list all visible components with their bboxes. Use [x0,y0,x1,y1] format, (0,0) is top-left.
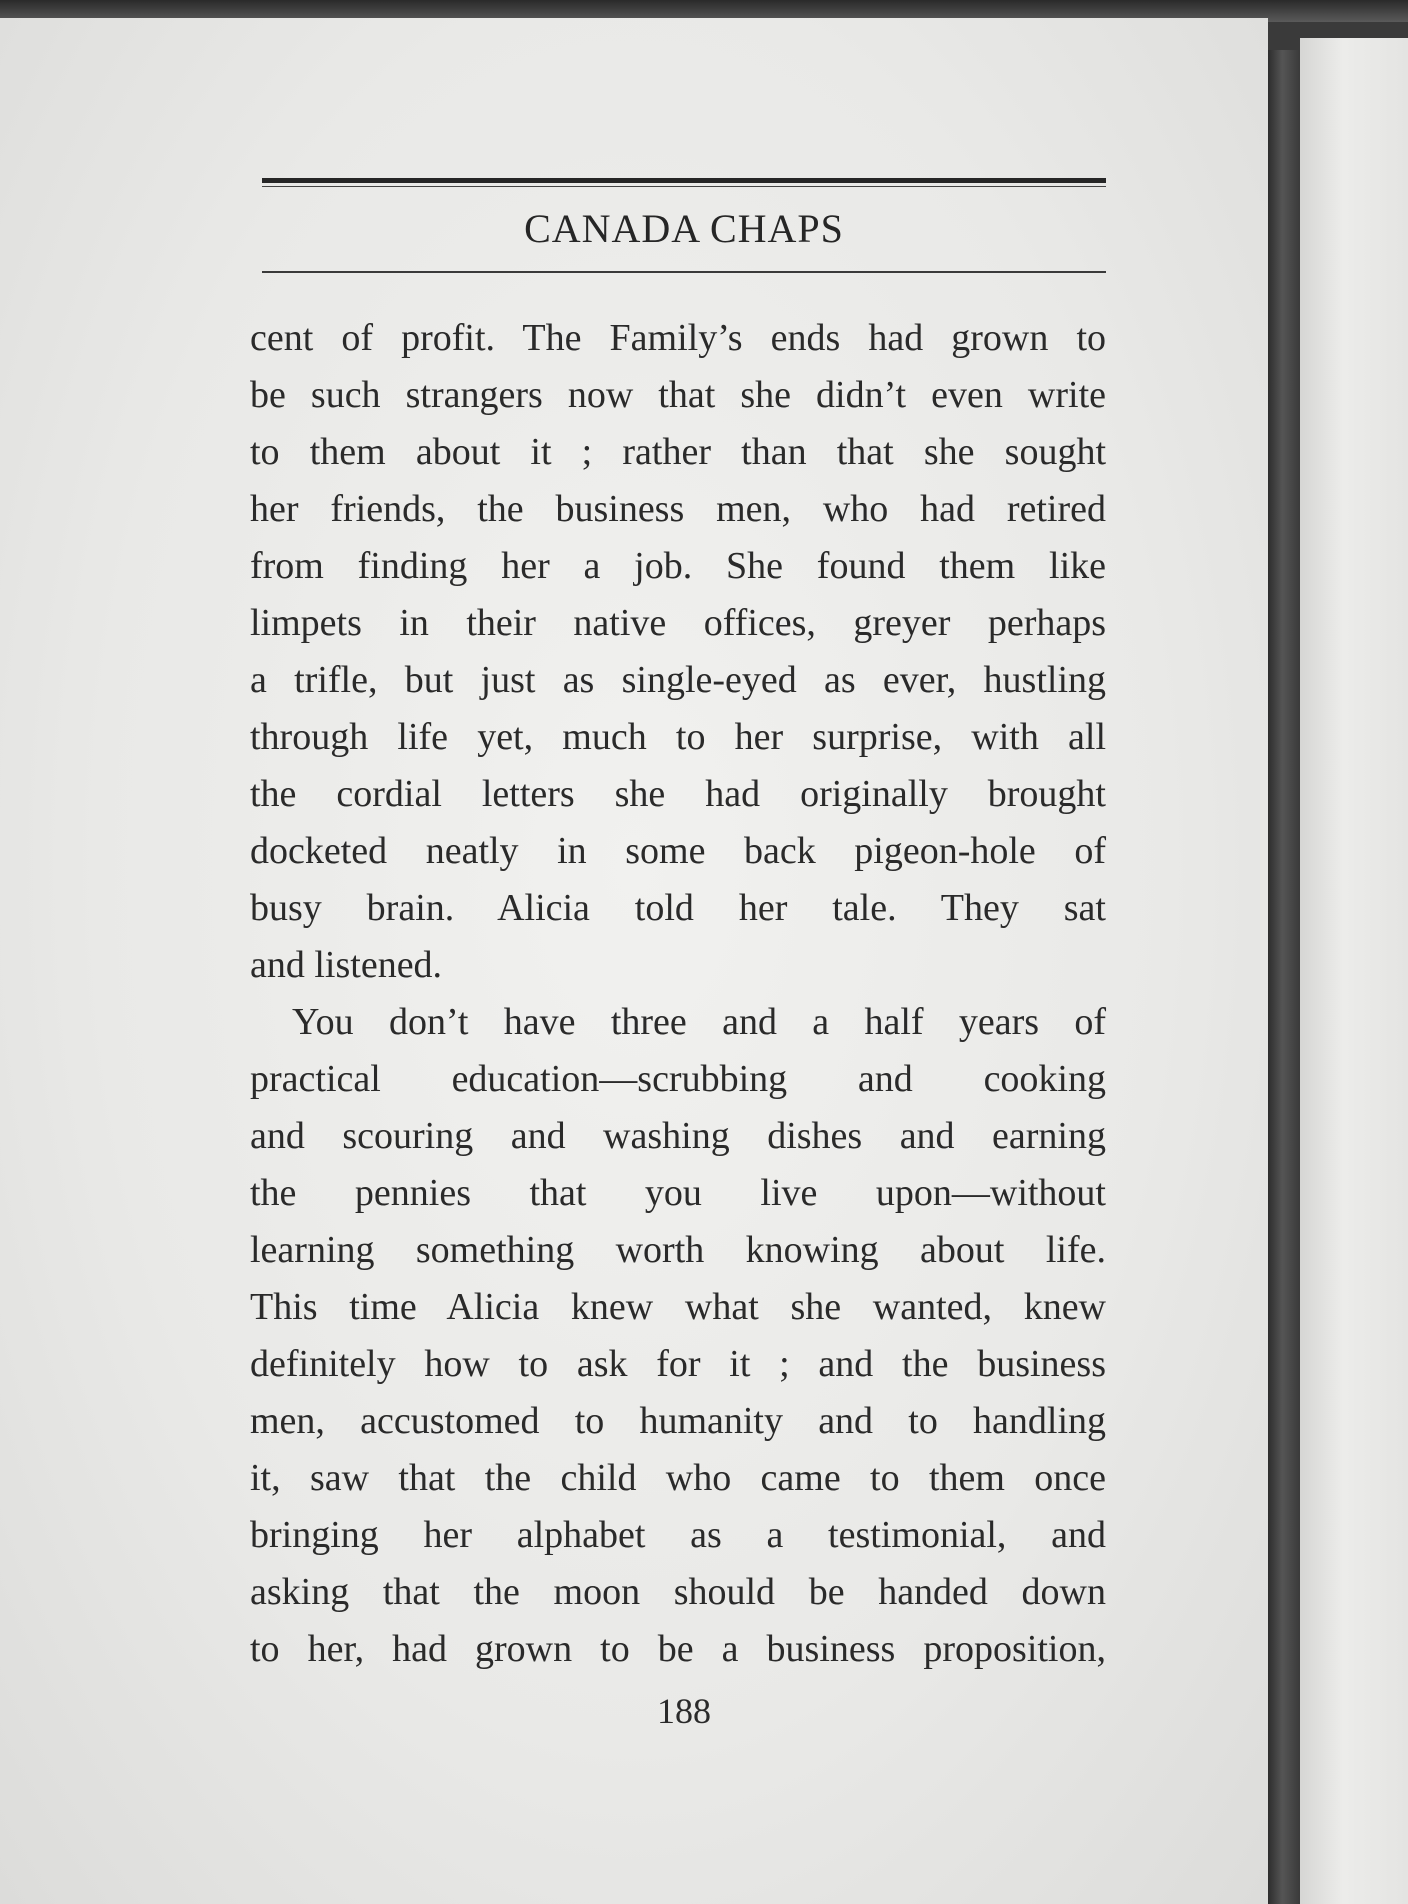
text-line: from finding her a job. She found them like [250,545,1106,587]
text-line: limpets in their native offices, greyer perhaps [250,602,1106,644]
text-line: be such strangers now that she didn’t even write [250,374,1106,416]
text-line: through life yet, much to her surprise, with all [250,716,1106,758]
text-line: the cordial letters she had originally brought [250,773,1106,815]
text-line: asking that the moon should be handed down [250,1571,1106,1613]
header-rule-thin [262,186,1106,187]
text-line: bringing her alphabet as a testimonial, and [250,1514,1106,1556]
text-line: her friends, the business men, who had retired [250,488,1106,530]
book-spine [1268,50,1300,1904]
text-line: docketed neatly in some back pigeon-hole of [250,830,1106,872]
text-line: the pennies that you live upon—without [250,1172,1106,1214]
text-line: definitely how to ask for it ; and the business [250,1343,1106,1385]
paragraph-1 [250,310,1106,994]
text-line: cent of profit. The Family’s ends had grown to [250,317,1106,359]
text-line: and scouring and washing dishes and earning [250,1115,1106,1157]
text-line: it, saw that the child who came to them once [250,1457,1106,1499]
text-line: You don’t have three and a half years of [292,1001,1106,1043]
text-line: a trifle, but just as single-eyed as ever, hustling [250,659,1106,701]
text-line: learning something worth knowing about life. [250,1229,1106,1271]
text-line: to her, had grown to be a business proposition, [250,1628,1106,1670]
running-head: CANADA CHAPS [524,206,844,251]
text-line: to them about it ; rather than that she sought [250,431,1106,473]
text-line: men, accustomed to humanity and to handling [250,1400,1106,1442]
page-number: 188 [657,1691,711,1731]
header-rule-thick [262,178,1106,183]
text-line: busy brain. Alicia told her tale. They sat [250,887,1106,929]
text-line: practical education—scrubbing and cooking [250,1058,1106,1100]
body-text [250,310,1106,1678]
text-line: and listened. [250,944,443,986]
header-rule-bottom [262,271,1106,273]
page-header [262,178,1106,273]
facing-page-edge [1300,38,1408,1904]
text-line: This time Alicia knew what she wanted, knew [250,1286,1106,1328]
paragraph-2 [250,994,1106,1678]
